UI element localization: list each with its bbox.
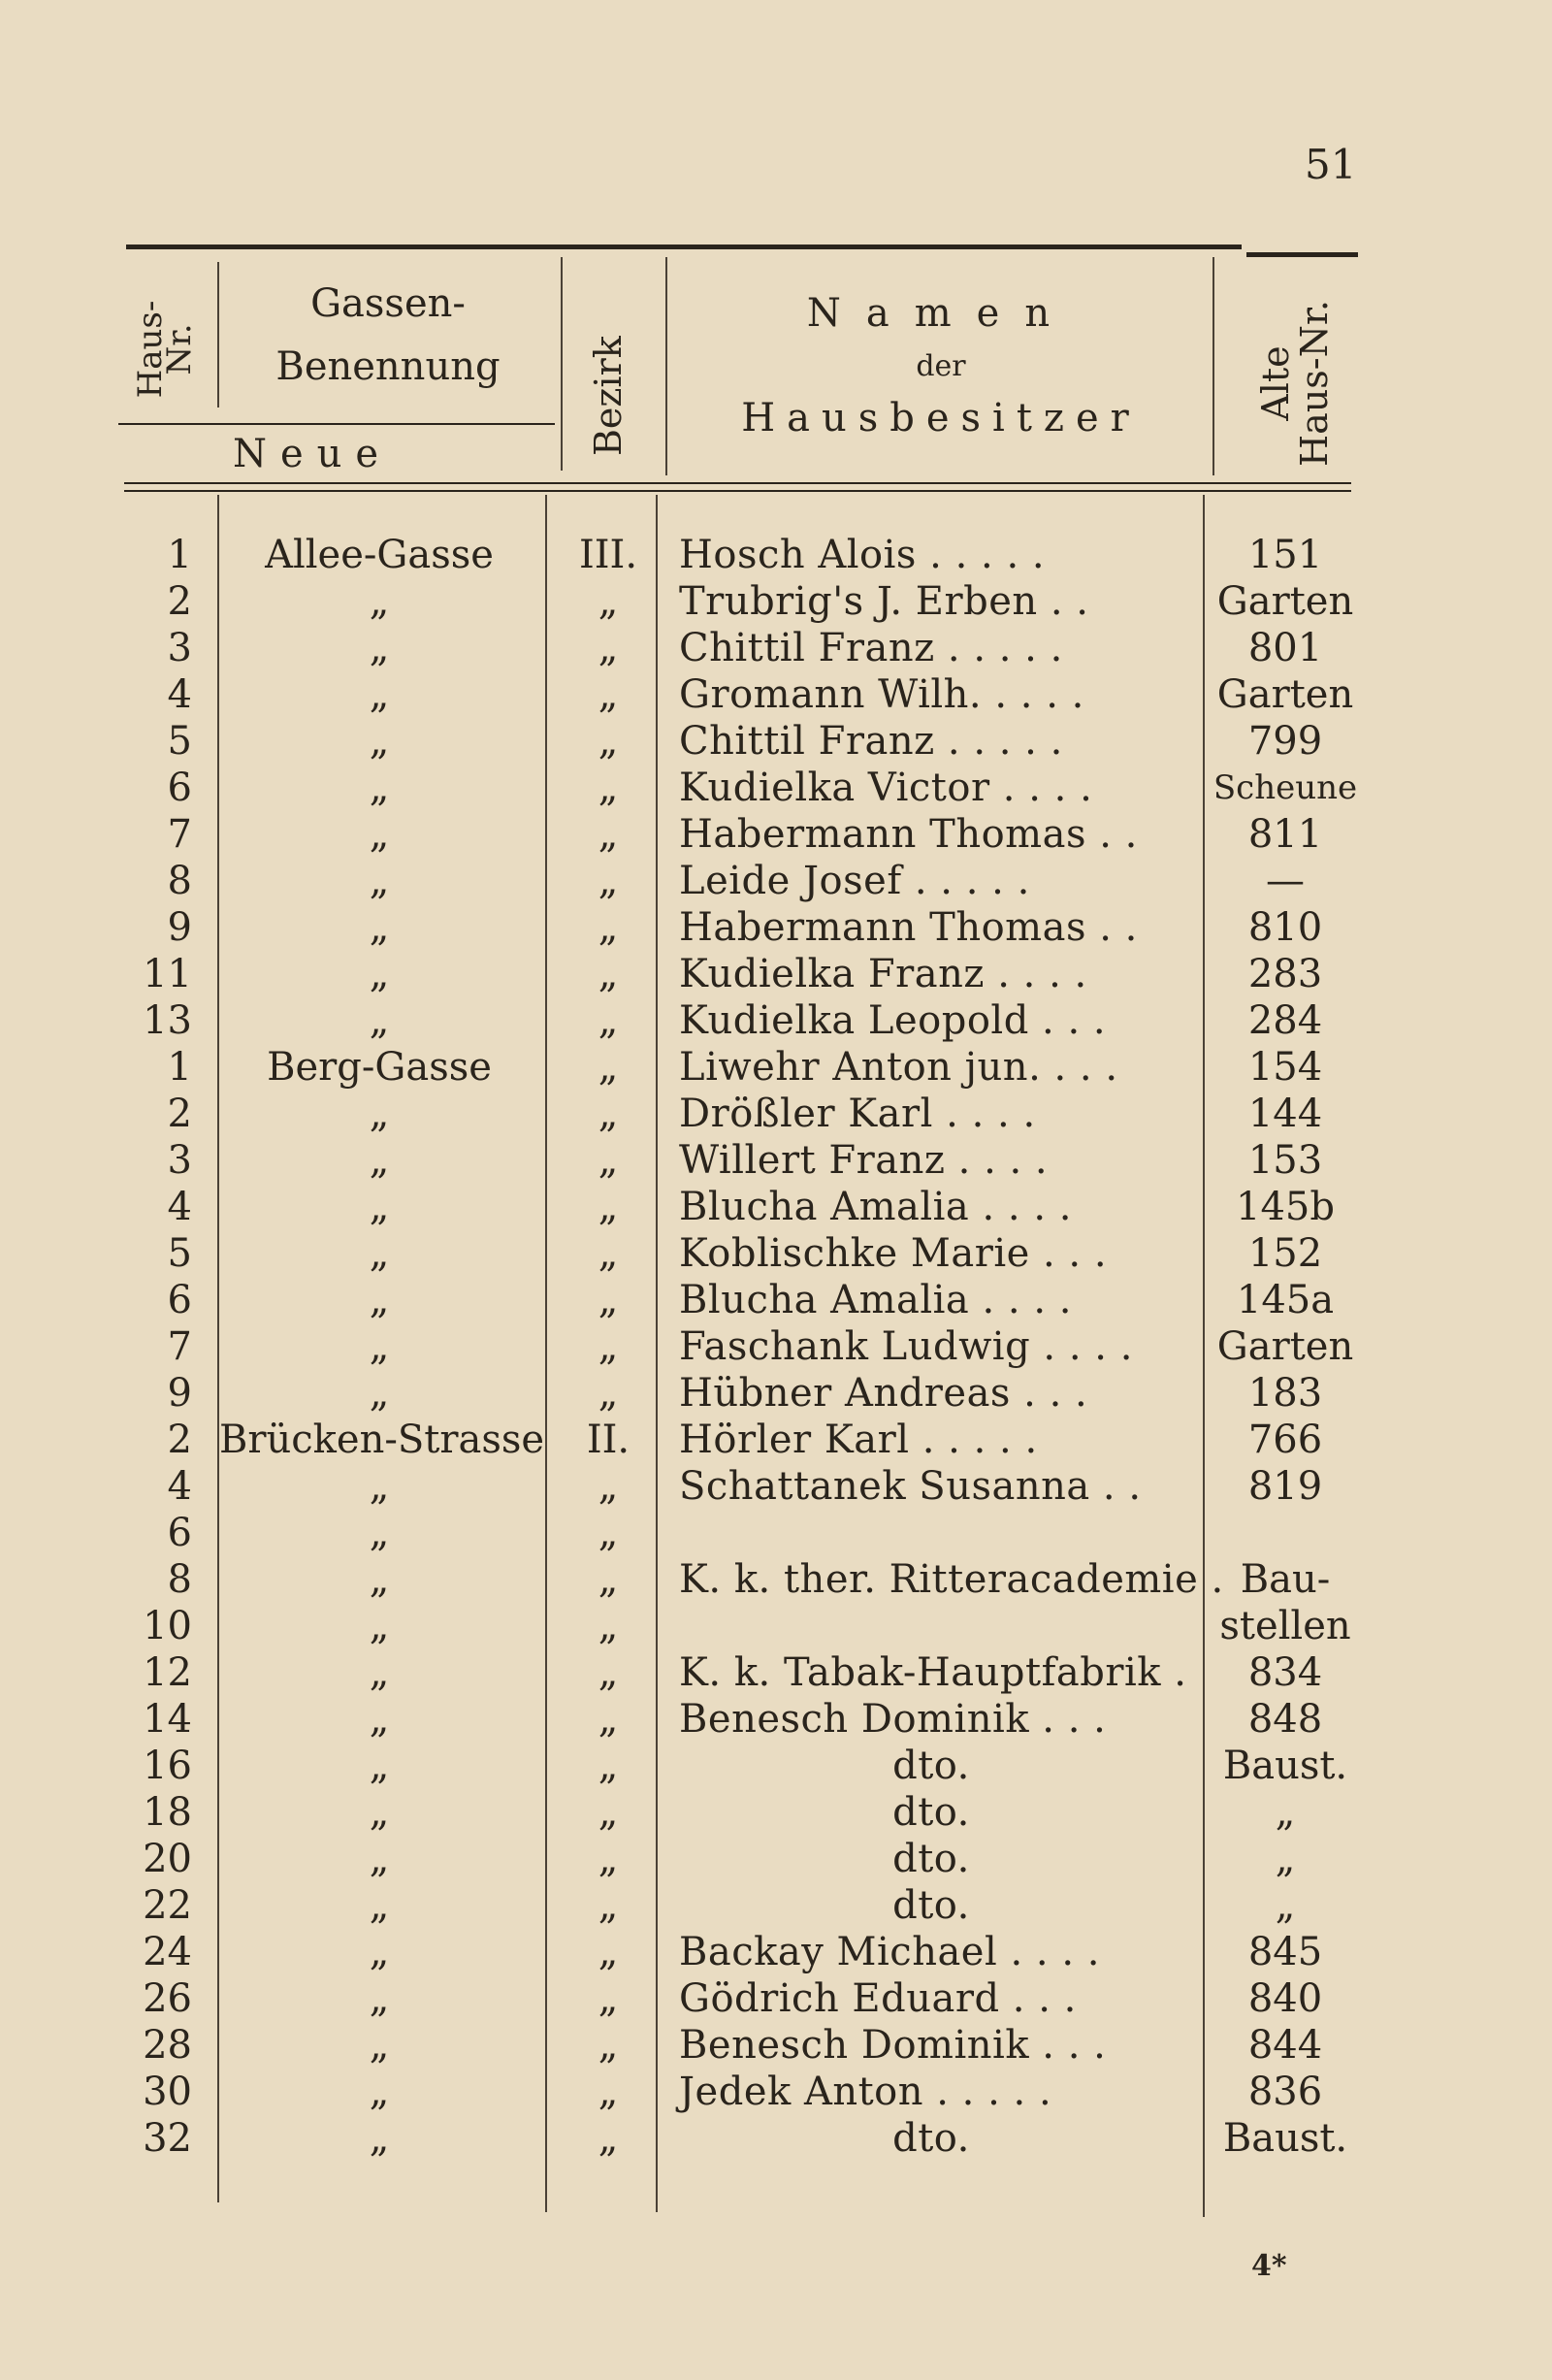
street-name-cell: „ (369, 1092, 390, 1136)
street-name-cell: „ (369, 1976, 390, 2021)
district-cell: „ (598, 766, 619, 810)
old-house-number-cell: „ (1275, 1790, 1296, 1835)
owner-name-cell: Kudielka Victor . . . . (679, 766, 1093, 810)
table-row (0, 1649, 1552, 1696)
old-house-number-cell: 284 (1247, 998, 1323, 1043)
owner-name-cell: dto. (892, 2116, 970, 2161)
house-number-cell: 7 (167, 812, 192, 857)
table-row (0, 2022, 1552, 2069)
house-number-cell: 5 (167, 1231, 192, 1276)
district-cell: „ (598, 1930, 619, 1974)
owner-name-cell: Backay Michael . . . . (679, 1930, 1100, 1974)
district-cell: „ (598, 1138, 619, 1183)
table-row (0, 1975, 1552, 2022)
owner-name-cell: dto. (892, 1744, 970, 1788)
owner-name-cell: Hörler Karl . . . . . (679, 1418, 1038, 1462)
table-row (0, 1184, 1552, 1230)
street-name-cell: „ (369, 1464, 390, 1509)
table-row (0, 1323, 1552, 1370)
owner-name-cell: Trubrig's J. Erben . . (679, 579, 1089, 624)
street-name-cell: „ (369, 859, 390, 903)
district-cell: „ (598, 859, 619, 903)
street-name-cell: „ (369, 1744, 390, 1788)
owner-name-cell: Drößler Karl . . . . (679, 1092, 1036, 1136)
signature-mark: 4* (1251, 2249, 1287, 2283)
street-name-cell: „ (369, 1278, 390, 1322)
district-cell: „ (598, 812, 619, 857)
old-house-number-cell: Garten (1216, 1324, 1354, 1369)
table-row (0, 625, 1552, 671)
owner-name-cell: Schattanek Susanna . . (679, 1464, 1142, 1509)
street-name-cell: „ (369, 1557, 390, 1602)
district-cell: „ (598, 1045, 619, 1090)
district-cell: „ (598, 1604, 619, 1648)
column-divider (665, 257, 667, 475)
table-row (0, 1836, 1552, 1882)
owner-name-cell: Kudielka Franz . . . . (679, 952, 1087, 996)
table-row (0, 951, 1552, 997)
table-row (0, 997, 1552, 1044)
owner-name-cell: Chittil Franz . . . . . (679, 719, 1063, 764)
district-cell: „ (598, 1511, 619, 1555)
street-name-cell: „ (369, 1324, 390, 1369)
district-cell: „ (598, 1976, 619, 2021)
house-number-cell: 12 (143, 1650, 192, 1695)
district-cell: „ (598, 2116, 619, 2161)
house-number-cell: 14 (143, 1697, 192, 1742)
old-house-number-cell: 151 (1247, 533, 1323, 577)
old-house-number-cell: 848 (1247, 1697, 1323, 1742)
old-house-number-cell: Baust. (1222, 1744, 1348, 1788)
old-house-number-cell: stellen (1219, 1604, 1351, 1648)
header-namen: Namen (806, 291, 1076, 336)
district-cell: „ (598, 2070, 619, 2114)
street-name-cell: „ (369, 812, 390, 857)
table-row (0, 578, 1552, 625)
old-house-number-cell: „ (1275, 1883, 1296, 1928)
owner-name-cell: Habermann Thomas . . (679, 812, 1138, 857)
header-bezirk: Bezirk (587, 336, 630, 456)
table-row (0, 671, 1552, 718)
street-name-cell: „ (369, 1930, 390, 1974)
district-cell: „ (598, 1231, 619, 1276)
house-number-cell: 5 (167, 719, 192, 764)
street-name-cell: „ (369, 626, 390, 670)
table-row (0, 858, 1552, 904)
old-house-number-cell: 845 (1247, 1930, 1323, 1974)
header-haus-nr: Haus-Nr. (131, 300, 199, 399)
house-number-cell: 4 (167, 672, 192, 717)
old-house-number-cell: 183 (1247, 1371, 1323, 1416)
street-name-cell: „ (369, 905, 390, 950)
old-house-number-cell: 145b (1236, 1185, 1335, 1229)
house-number-cell: 2 (167, 1092, 192, 1136)
old-house-number-cell: 844 (1247, 2023, 1323, 2068)
old-house-number-cell: 801 (1247, 626, 1323, 670)
district-cell: „ (598, 998, 619, 1043)
owner-name-cell: Liwehr Anton jun. . . . (679, 1045, 1118, 1090)
owner-name-cell: Hübner Andreas . . . (679, 1371, 1088, 1416)
house-number-cell: 32 (143, 2116, 192, 2161)
table-row (0, 1370, 1552, 1417)
house-number-cell: 1 (167, 533, 192, 577)
district-cell: „ (598, 1185, 619, 1229)
owner-name-cell: Hosch Alois . . . . . (679, 533, 1046, 577)
house-number-cell: 2 (167, 1418, 192, 1462)
table-row (0, 2115, 1552, 2162)
district-cell: „ (598, 1883, 619, 1928)
header-hausbesitzer: Hausbesitzer (741, 396, 1141, 440)
house-number-cell: 8 (167, 859, 192, 903)
house-number-cell: 4 (167, 1464, 192, 1509)
house-number-cell: 22 (143, 1883, 192, 1928)
house-number-cell: 3 (167, 626, 192, 670)
old-house-number-cell: Baust. (1222, 2116, 1348, 2161)
old-house-number-cell: 811 (1247, 812, 1323, 857)
table-row (0, 1277, 1552, 1323)
column-divider (217, 262, 219, 408)
street-name-cell: „ (369, 952, 390, 996)
house-number-cell: 30 (143, 2070, 192, 2114)
owner-name-cell: dto. (892, 1790, 970, 1835)
district-cell: „ (598, 1744, 619, 1788)
owner-name-cell: Habermann Thomas . . (679, 905, 1138, 950)
house-number-cell: 4 (167, 1185, 192, 1229)
old-house-number-cell: 766 (1247, 1418, 1323, 1462)
street-name-cell: „ (369, 1511, 390, 1555)
street-name-cell: „ (369, 1231, 390, 1276)
table-row (0, 1789, 1552, 1836)
street-name-cell: „ (369, 766, 390, 810)
house-number-cell: 7 (167, 1324, 192, 1369)
owner-name-cell: Gödrich Eduard . . . (679, 1976, 1077, 2021)
table-row (0, 904, 1552, 951)
owner-name-cell: Faschank Ludwig . . . . (679, 1324, 1133, 1369)
header-alte-haus-nr: Alte Haus-Nr. (1254, 300, 1336, 467)
district-cell: „ (598, 1837, 619, 1881)
table-row (0, 1556, 1552, 1603)
owner-name-cell: Willert Franz . . . . (679, 1138, 1049, 1183)
header-benennung: Benennung (275, 344, 501, 389)
district-cell: „ (598, 579, 619, 624)
district-cell: „ (598, 1464, 619, 1509)
header-top-rule-right (1246, 252, 1358, 257)
street-name-cell: „ (369, 2070, 390, 2114)
owner-name-cell: K. k. Tabak-Hauptfabrik . (679, 1650, 1187, 1695)
table-row (0, 1230, 1552, 1277)
house-number-cell: 13 (143, 998, 192, 1043)
house-number-cell: 9 (167, 905, 192, 950)
old-house-number-cell: 819 (1247, 1464, 1323, 1509)
table-row (0, 1882, 1552, 1929)
column-divider (561, 257, 563, 471)
table-row (0, 1743, 1552, 1789)
table-row (0, 1417, 1552, 1463)
house-number-cell: 8 (167, 1557, 192, 1602)
district-cell: „ (598, 2023, 619, 2068)
owner-name-cell: K. k. ther. Ritteracademie . (679, 1557, 1224, 1602)
street-name-cell: Brücken-Strasse (219, 1418, 545, 1462)
table-row (0, 2069, 1552, 2115)
table-row (0, 1044, 1552, 1091)
old-house-number-cell: 834 (1247, 1650, 1323, 1695)
district-cell: „ (598, 1324, 619, 1369)
house-number-cell: 10 (143, 1604, 192, 1648)
table-row (0, 532, 1552, 578)
old-house-number-cell: 840 (1247, 1976, 1323, 2021)
street-name-cell: „ (369, 1837, 390, 1881)
old-house-number-cell: 283 (1247, 952, 1323, 996)
district-cell: II. (586, 1418, 630, 1462)
table-row (0, 1929, 1552, 1975)
street-name-cell: „ (369, 672, 390, 717)
page-number: 51 (1305, 141, 1357, 188)
header-top-rule (126, 245, 1242, 249)
house-number-cell: 24 (143, 1930, 192, 1974)
house-number-cell: 3 (167, 1138, 192, 1183)
house-number-cell: 6 (167, 766, 192, 810)
district-cell: „ (598, 626, 619, 670)
owner-name-cell: Kudielka Leopold . . . (679, 998, 1107, 1043)
street-name-cell: „ (369, 1138, 390, 1183)
street-name-cell: „ (369, 998, 390, 1043)
owner-name-cell: Koblischke Marie . . . (679, 1231, 1108, 1276)
owner-name-cell: Gromann Wilh. . . . . (679, 672, 1084, 717)
header-mid-rule (118, 423, 555, 425)
street-name-cell: „ (369, 1650, 390, 1695)
district-cell: „ (598, 1697, 619, 1742)
old-house-number-cell: 799 (1247, 719, 1323, 764)
header-der: der (916, 349, 966, 383)
owner-name-cell: dto. (892, 1883, 970, 1928)
old-house-number-cell: 153 (1247, 1138, 1323, 1183)
table-row (0, 1696, 1552, 1743)
column-divider (1212, 257, 1214, 475)
district-cell: „ (598, 1371, 619, 1416)
district-cell: „ (598, 1092, 619, 1136)
district-cell: „ (598, 905, 619, 950)
street-name-cell: „ (369, 1185, 390, 1229)
header-neue: Neue (233, 432, 393, 476)
district-cell: „ (598, 719, 619, 764)
street-name-cell: „ (369, 1883, 390, 1928)
district-cell: III. (578, 533, 638, 577)
district-cell: „ (598, 1790, 619, 1835)
table-row (0, 718, 1552, 765)
old-house-number-cell: — (1266, 859, 1305, 903)
old-house-number-cell: 810 (1247, 905, 1323, 950)
district-cell: „ (598, 1557, 619, 1602)
street-name-cell: „ (369, 719, 390, 764)
street-name-cell: „ (369, 2116, 390, 2161)
house-number-cell: 20 (143, 1837, 192, 1881)
owner-name-cell: Jedek Anton . . . . . (679, 2070, 1052, 2114)
street-name-cell: Allee-Gasse (265, 533, 494, 577)
table-row (0, 765, 1552, 811)
old-house-number-cell: Bau- (1240, 1557, 1331, 1602)
owner-name-cell: Benesch Dominik . . . (679, 1697, 1107, 1742)
house-number-cell: 26 (143, 1976, 192, 2021)
table-row (0, 1510, 1552, 1556)
table-row (0, 1091, 1552, 1137)
house-number-cell: 9 (167, 1371, 192, 1416)
old-house-number-cell: Garten (1216, 672, 1354, 717)
street-name-cell: „ (369, 2023, 390, 2068)
owner-name-cell: Benesch Dominik . . . (679, 2023, 1107, 2068)
house-number-cell: 18 (143, 1790, 192, 1835)
old-house-number-cell: 836 (1247, 2070, 1323, 2114)
owner-name-cell: dto. (892, 1837, 970, 1881)
owner-name-cell: Leide Josef . . . . . (679, 859, 1030, 903)
old-house-number-cell: Scheune (1212, 768, 1358, 807)
old-house-number-cell: 152 (1247, 1231, 1323, 1276)
house-number-cell: 6 (167, 1278, 192, 1322)
old-house-number-cell: Garten (1216, 579, 1354, 624)
street-name-cell: „ (369, 1790, 390, 1835)
street-name-cell: „ (369, 1371, 390, 1416)
district-cell: „ (598, 952, 619, 996)
header-bottom-rule-2 (124, 490, 1351, 492)
house-number-cell: 2 (167, 579, 192, 624)
old-house-number-cell: 144 (1247, 1092, 1323, 1136)
house-number-cell: 1 (167, 1045, 192, 1090)
street-name-cell: Berg-Gasse (267, 1045, 492, 1090)
old-house-number-cell: 145a (1236, 1278, 1335, 1322)
district-cell: „ (598, 672, 619, 717)
street-name-cell: „ (369, 579, 390, 624)
old-house-number-cell: „ (1275, 1837, 1296, 1881)
street-name-cell: „ (369, 1604, 390, 1648)
table-row (0, 811, 1552, 858)
house-number-cell: 6 (167, 1511, 192, 1555)
house-number-cell: 11 (143, 952, 192, 996)
table-row (0, 1603, 1552, 1649)
house-number-cell: 16 (143, 1744, 192, 1788)
house-number-cell: 28 (143, 2023, 192, 2068)
old-house-number-cell: 154 (1247, 1045, 1323, 1090)
table-row (0, 1137, 1552, 1184)
header-bottom-rule (124, 482, 1351, 484)
header-gassen: Gassen- (310, 281, 466, 326)
owner-name-cell: Blucha Amalia . . . . (679, 1185, 1072, 1229)
street-name-cell: „ (369, 1697, 390, 1742)
owner-name-cell: Chittil Franz . . . . . (679, 626, 1063, 670)
district-cell: „ (598, 1278, 619, 1322)
district-cell: „ (598, 1650, 619, 1695)
table-row (0, 1463, 1552, 1510)
owner-name-cell: Blucha Amalia . . . . (679, 1278, 1072, 1322)
